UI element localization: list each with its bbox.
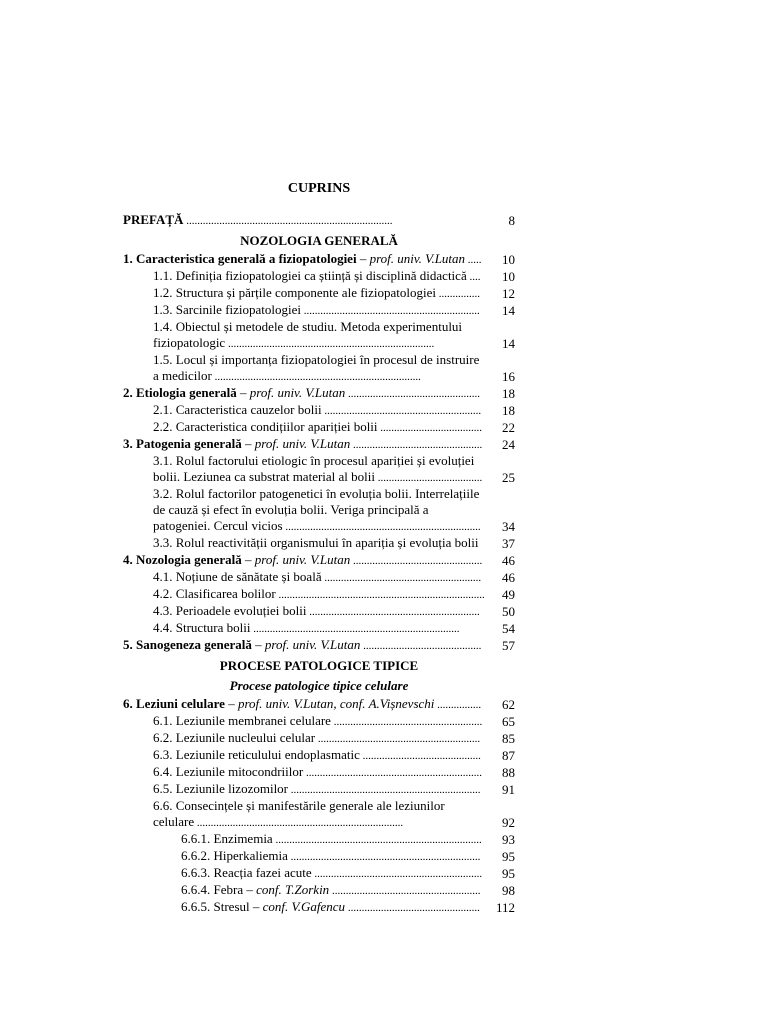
page-number: 85: [502, 731, 515, 746]
page-number: 95: [502, 866, 515, 881]
toc-entry-title: [123, 385, 515, 402]
toc-entry-title: [153, 781, 515, 798]
toc-entry-title: [153, 285, 515, 302]
entry-text: 6.6.5. Stresul: [181, 899, 250, 914]
toc-entry-title: [123, 251, 515, 268]
page-number: 46: [502, 570, 515, 585]
leader-dots: .........................................................: [321, 572, 482, 584]
toc-entry[interactable]: [123, 713, 515, 730]
toc-entry[interactable]: [123, 319, 515, 352]
toc-entry[interactable]: [123, 637, 515, 654]
leader-dots: ...............................................: [350, 555, 483, 567]
entry-text: 1.4. Obiectul și metodele de studiu. Metoda experimentului fiziopatologic: [153, 319, 463, 350]
toc-entry[interactable]: [123, 419, 515, 436]
toc-entry-title: [153, 402, 515, 419]
leader-dots: ......................................: [375, 472, 483, 484]
leader-dots: ................: [434, 699, 482, 711]
leader-dots: ...........................................: [359, 750, 481, 762]
entry-author: – conf. V.Gafencu: [249, 899, 346, 914]
toc-entry-title: [153, 569, 515, 586]
entry-text: 4.4. Structura bolii: [153, 620, 251, 635]
leader-dots: ................................................: [345, 902, 480, 914]
entry-author: – conf. T.Zorkin: [243, 882, 330, 897]
page-number: 37: [502, 536, 515, 551]
leader-dots: ................................................................: [303, 767, 482, 779]
page-number: 65: [502, 714, 515, 729]
leader-dots: ...........................................: [360, 640, 482, 652]
toc-entry-title: [181, 831, 515, 848]
entry-text: 1.1. Definiția fiziopatologiei ca știință și disciplină didactică: [153, 268, 467, 283]
toc-entry[interactable]: [123, 696, 515, 713]
page-number: 62: [502, 697, 515, 712]
page-number: 10: [502, 252, 515, 267]
toc-entry[interactable]: [123, 285, 515, 302]
entry-text: 1.5. Locul și importanța fiziopatologiei în procesul de instruire a medicilor: [153, 352, 480, 383]
page-number: 14: [502, 336, 515, 351]
toc-entry-title: [153, 764, 515, 781]
entry-text: 2.1. Caracteristica cauzelor bolii: [153, 402, 322, 417]
page-number: 22: [502, 420, 515, 435]
toc-entry[interactable]: [123, 848, 515, 865]
chapter-title: 3. Patogenia generală: [123, 436, 242, 451]
toc-entry-title: [123, 212, 515, 229]
entry-text: 4.2. Clasificarea bolilor: [153, 586, 276, 601]
toc-entry-title: [153, 620, 515, 637]
chapter-title: 4. Nozologia generală: [123, 552, 242, 567]
toc-entry[interactable]: [123, 730, 515, 747]
leader-dots: ......................................................: [330, 716, 483, 728]
leader-dots: .........................................................: [321, 405, 482, 417]
toc-entry[interactable]: [123, 486, 515, 535]
leader-dots: ...............................................: [350, 439, 483, 451]
leader-dots: ...........................................................................: [225, 338, 435, 350]
toc-entry-title: [153, 302, 515, 319]
entry-text: 3.2. Rolul factorilor patogenetici în evoluția bolii. Interrelațiile de cauză și efect în evoluția bolii. Veriga principală a patogeniei. Cercul vicios: [153, 486, 480, 533]
leader-dots: ..............................................................: [306, 606, 480, 618]
toc-entry-title: [153, 535, 515, 552]
toc-entry[interactable]: [123, 865, 515, 882]
chapter-title: 6. Leziuni celulare: [123, 696, 225, 711]
page-number: 87: [502, 748, 515, 763]
toc-entry[interactable]: [123, 781, 515, 798]
toc-entry[interactable]: [123, 798, 515, 831]
toc-entry-title: [153, 603, 515, 620]
page-number: 49: [502, 587, 515, 602]
toc-entry[interactable]: [123, 436, 515, 453]
entry-text: 6.6.3. Reacția fazei acute: [181, 865, 312, 880]
leader-dots: ................................................................: [301, 305, 480, 317]
leader-dots: .....................................................................: [287, 851, 481, 863]
page-number: 46: [502, 553, 515, 568]
leader-dots: ...........................................................................: [194, 817, 404, 829]
entry-text: 6.3. Leziunile reticulului endoplasmatic: [153, 747, 360, 762]
chapter-title: 5. Sanogeneza generală: [123, 637, 252, 652]
toc-entry-title: [153, 713, 515, 730]
section-heading: PROCESE PATOLOGICE TIPICE: [219, 658, 419, 673]
page-number: 34: [502, 519, 515, 534]
toc-entry-title: [181, 899, 515, 916]
chapter-title: 2. Etiologia generală: [123, 385, 237, 400]
entry-text: 3.3. Rolul reactivității organismului în apariția și evoluția bolii: [153, 535, 479, 550]
toc-entry[interactable]: [123, 569, 515, 586]
leader-dots: ...........................................................................: [272, 834, 482, 846]
page-number: 16: [502, 369, 515, 384]
section-heading: NOZOLOGIA GENERALĂ: [240, 233, 398, 248]
leader-dots: ...............: [436, 288, 481, 300]
toc-entry[interactable]: [123, 747, 515, 764]
toc-entry-title: [153, 268, 515, 285]
toc-entry[interactable]: [123, 603, 515, 620]
entry-text: 1.2. Structura și părțile componente ale fiziopatologiei: [153, 285, 437, 300]
page-number: 18: [502, 403, 515, 418]
entry-text: 3.1. Rolul factorului etiologic în procesul apariției și evoluției bolii. Leziunea ca substrat material al bolii: [153, 453, 475, 484]
toc-entry-title: [181, 882, 515, 899]
entry-text: 6.6.1. Enzimemia: [181, 831, 273, 846]
toc-entry-title: [153, 747, 515, 764]
page-number: 112: [495, 900, 515, 915]
entry-text: 6.4. Leziunile mitocondriilor: [153, 764, 304, 779]
toc-entry-title: [153, 486, 515, 535]
chapter-title: PREFAȚĂ: [123, 212, 184, 227]
chapter-title: 1. Caracteristica generală a fiziopatologiei: [123, 251, 357, 266]
leader-dots: .............................................................: [311, 868, 483, 880]
entry-text: 4.3. Perioadele evoluției bolii: [153, 603, 307, 618]
leader-dots: .....................................................................: [288, 784, 481, 796]
toc-entry-title: [123, 637, 515, 654]
chapter-author: – prof. univ. V.Lutan, conf. A.Vișnevschi: [224, 696, 435, 711]
leader-dots: ...........................................................................: [250, 623, 460, 635]
toc-entry-title: [153, 798, 515, 831]
toc-entry[interactable]: [123, 251, 515, 268]
chapter-author: – prof. univ. V.Lutan: [241, 552, 351, 567]
page-number: 95: [502, 849, 515, 864]
page-number: 93: [502, 832, 515, 847]
toc-entry-title: [123, 436, 515, 453]
leader-dots: ....: [466, 271, 481, 283]
toc-entry-title: [181, 848, 515, 865]
toc-entry-title: [181, 865, 515, 882]
page-title: CUPRINS: [287, 181, 351, 196]
page-number: 50: [502, 604, 515, 619]
toc-entry[interactable]: [123, 453, 515, 486]
entry-text: 1.3. Sarcinile fiziopatologiei: [153, 302, 302, 317]
toc-entry-title: [153, 352, 515, 385]
chapter-author: – prof. univ. V.Lutan: [241, 436, 351, 451]
leader-dots: ...........................................................: [315, 733, 481, 745]
entry-text: 6.1. Leziunile membranei celulare: [153, 713, 331, 728]
leader-dots: ...........................................................................: [183, 215, 393, 227]
page-number: 10: [502, 269, 515, 284]
page-number: 25: [502, 470, 515, 485]
chapter-author: – prof. univ. V.Lutan: [356, 251, 466, 266]
leader-dots: ......................................................: [329, 885, 481, 897]
leader-dots: ...........................................................................: [211, 371, 421, 383]
entry-text: 6.6.2. Hiperkaliemia: [181, 848, 288, 863]
page-number: 8: [508, 213, 515, 228]
toc-entry-title: [153, 730, 515, 747]
toc-entry[interactable]: [123, 586, 515, 603]
leader-dots: .......................................................................: [282, 521, 481, 533]
toc-entry-title: [123, 696, 515, 713]
page-number: 14: [502, 303, 515, 318]
entry-text: 6.5. Leziunile lizozomilor: [153, 781, 289, 796]
subsection-heading: Procese patologice tipice celulare: [229, 678, 409, 693]
page-number: 92: [502, 815, 515, 830]
toc-entry-title: [153, 419, 515, 436]
page-number: 98: [502, 883, 515, 898]
entry-text: 6.6.4. Febra: [181, 882, 244, 897]
page-number: 54: [502, 621, 515, 636]
page-number: 88: [502, 765, 515, 780]
page-number: 57: [502, 638, 515, 653]
toc-entry[interactable]: [123, 385, 515, 402]
page-number: 12: [502, 286, 515, 301]
toc-entry-title: [153, 453, 515, 486]
toc-entry[interactable]: [123, 352, 515, 385]
chapter-author: – prof. univ. V.Lutan: [251, 637, 361, 652]
toc-entry[interactable]: [123, 535, 515, 552]
toc-entry[interactable]: [123, 302, 515, 319]
toc-entry-title: [153, 586, 515, 603]
toc-entry[interactable]: [123, 402, 515, 419]
table-of-contents: [123, 212, 515, 916]
toc-entry[interactable]: [123, 831, 515, 848]
entry-text: 6.2. Leziunile nucleului celular: [153, 730, 316, 745]
leader-dots: ...........................................................................: [275, 589, 485, 601]
toc-entry[interactable]: [123, 882, 515, 899]
page-number: 91: [502, 782, 515, 797]
entry-text: 4.1. Noțiune de sănătate și boală: [153, 569, 322, 584]
toc-entry[interactable]: [123, 212, 515, 229]
toc-entry-title: [153, 319, 515, 352]
entry-text: 6.6. Consecințele și manifestările generale ale leziunilor celulare: [153, 798, 445, 829]
leader-dots: .....: [465, 254, 482, 266]
leader-dots: ................................................: [345, 388, 480, 400]
leader-dots: .....................................: [377, 422, 483, 434]
toc-entry[interactable]: [123, 899, 515, 916]
page-number: 24: [502, 437, 515, 452]
page-number: 18: [502, 386, 515, 401]
entry-text: 2.2. Caracteristica condițiilor apariției bolii: [153, 419, 378, 434]
toc-entry[interactable]: [123, 764, 515, 781]
toc-entry[interactable]: [123, 268, 515, 285]
toc-entry[interactable]: [123, 552, 515, 569]
chapter-author: – prof. univ. V.Lutan: [236, 385, 346, 400]
toc-entry[interactable]: [123, 620, 515, 637]
toc-entry-title: [123, 552, 515, 569]
